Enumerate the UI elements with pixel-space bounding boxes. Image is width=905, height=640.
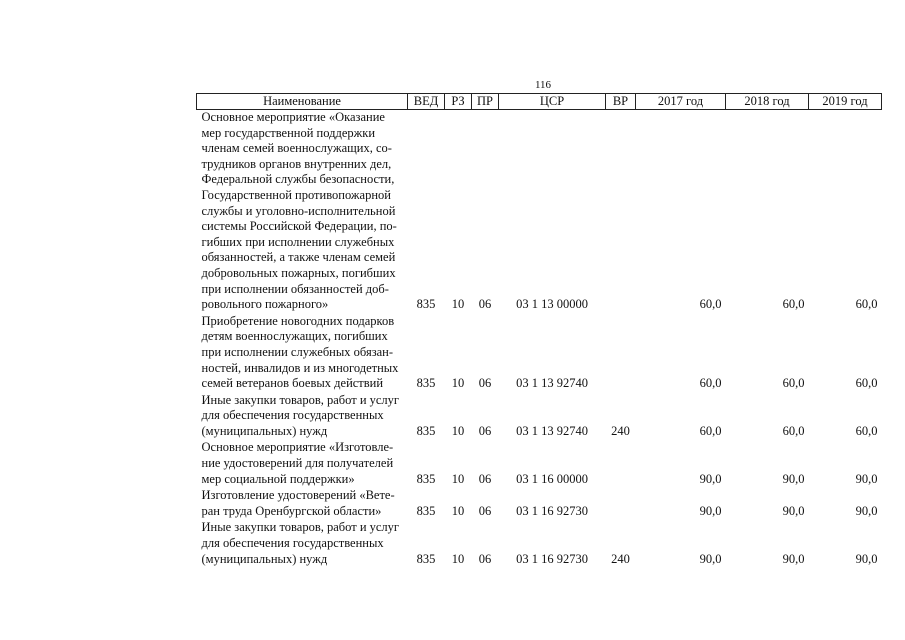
row-name-cell [197, 440, 408, 488]
header-csr: ЦСР [499, 94, 606, 110]
row-name-line: для обеспечения государственных [201, 536, 384, 551]
row-name-line: Иные закупки товаров, работ и услуг [201, 392, 400, 407]
row-name-cell [197, 393, 408, 441]
header-ved: ВЕД [408, 94, 445, 110]
pr-cell: 06 [478, 503, 492, 518]
row-name-cell [197, 110, 408, 314]
header-2019: 2019 год [809, 94, 882, 110]
amount-2018-cell: 90,0 [782, 471, 805, 486]
pr-cell: 06 [478, 423, 492, 438]
header-2018: 2018 год [726, 94, 809, 110]
amount-2017-cell: 90,0 [699, 551, 722, 566]
amount-2018-cell: 60,0 [782, 376, 805, 391]
amount-2019-cell: 60,0 [855, 297, 878, 312]
ved-cell: 835 [416, 376, 436, 391]
row-name-line: мер государственной поддержки [201, 125, 376, 140]
table-row [197, 393, 882, 441]
row-name-line: ровольного пожарного» [201, 297, 329, 312]
row-name-line: Основное мероприятие «Оказание [201, 110, 385, 124]
header-name: Наименование [197, 94, 408, 110]
rz-cell: 10 [451, 471, 465, 486]
table-body [197, 110, 882, 569]
vr-cell [606, 110, 636, 314]
table-row [197, 440, 882, 488]
row-name-line: мер социальной поддержки» [201, 471, 355, 486]
header-vr: ВР [606, 94, 636, 110]
header-row [197, 94, 882, 110]
vr-cell [606, 440, 636, 488]
row-name-cell [197, 488, 408, 520]
rz-cell: 10 [451, 376, 465, 391]
row-name-line: ностей, инвалидов и из многодетных [201, 360, 399, 375]
row-name-cell [197, 520, 408, 568]
amount-2017-cell: 90,0 [699, 503, 722, 518]
row-name-line: ран труда Оренбургской области» [201, 503, 382, 518]
header-pr: ПР [472, 94, 499, 110]
row-name-line: Государственной противопожарной [201, 187, 391, 202]
row-name-line: обязанностей, а также членам семей [201, 250, 396, 265]
amount-2018-cell: 90,0 [782, 503, 805, 518]
amount-2019-cell: 60,0 [855, 423, 878, 438]
row-name-line: системы Российской Федерации, по- [201, 219, 397, 234]
amount-2019-cell: 90,0 [855, 551, 878, 566]
row-name-line: Приобретение новогодних подарков [201, 313, 395, 328]
ved-cell: 835 [416, 423, 436, 438]
pr-cell: 06 [478, 471, 492, 486]
amount-2019-cell: 90,0 [855, 471, 878, 486]
vr-cell [606, 488, 636, 520]
csr-cell: 03 1 16 00000 [516, 471, 588, 486]
ved-cell: 835 [416, 503, 436, 518]
pr-cell: 06 [478, 551, 492, 566]
pr-cell: 06 [478, 376, 492, 391]
row-name-line: семей ветеранов боевых действий [201, 376, 384, 391]
header-rz: РЗ [445, 94, 472, 110]
amount-2018-cell: 60,0 [782, 423, 805, 438]
row-name-line: Иные закупки товаров, работ и услуг [201, 520, 400, 535]
row-name-cell [197, 314, 408, 393]
vr-cell [606, 314, 636, 393]
amount-2017-cell: 60,0 [699, 376, 722, 391]
amount-2017-cell: 90,0 [699, 471, 722, 486]
row-name-line: службы и уголовно-исполнительной [201, 203, 396, 218]
header-2017: 2017 год [636, 94, 726, 110]
table-row [197, 520, 882, 568]
row-name-line: детям военнослужащих, погибших [201, 329, 388, 344]
row-name-line: Федеральной службы безопасности, [201, 172, 395, 187]
budget-table [196, 93, 882, 568]
row-name-line: при исполнении обязанностей доб- [201, 281, 389, 296]
row-name-line: ние удостоверений для получателей [201, 456, 394, 471]
row-name-line: членам семей военнослужащих, со- [201, 141, 392, 156]
rz-cell: 10 [451, 423, 465, 438]
amount-2019-cell: 90,0 [855, 503, 878, 518]
row-name-line: для обеспечения государственных [201, 408, 384, 423]
csr-cell: 03 1 16 92730 [516, 503, 588, 518]
row-name-line: Изготовление удостоверений «Вете- [201, 488, 395, 503]
page-number: 116 [534, 79, 552, 91]
table-row [197, 488, 882, 520]
row-name-line: (муниципальных) нужд [201, 551, 328, 566]
row-name-line: при исполнении служебных обязан- [201, 344, 394, 359]
pr-cell: 06 [478, 297, 492, 312]
row-name-line: гибших при исполнении служебных [201, 234, 395, 249]
amount-2017-cell: 60,0 [699, 423, 722, 438]
amount-2017-cell: 60,0 [699, 297, 722, 312]
row-name-line: (муниципальных) нужд [201, 423, 328, 438]
amount-2018-cell: 60,0 [782, 297, 805, 312]
ved-cell: 835 [416, 551, 436, 566]
csr-cell: 03 1 13 92740 [516, 423, 588, 438]
rz-cell: 10 [451, 503, 465, 518]
ved-cell: 835 [416, 471, 436, 486]
amount-2019-cell: 60,0 [855, 376, 878, 391]
table-row [197, 314, 882, 393]
rz-cell: 10 [451, 551, 465, 566]
vr-cell: 240 [611, 423, 630, 438]
vr-cell: 240 [611, 551, 630, 566]
row-name-line: Основное мероприятие «Изготовле- [201, 440, 394, 455]
ved-cell: 835 [416, 297, 436, 312]
table-row [197, 110, 882, 314]
csr-cell: 03 1 13 00000 [516, 297, 588, 312]
csr-cell: 03 1 13 92740 [516, 376, 588, 391]
row-name-line: трудников органов внутренних дел, [201, 156, 392, 171]
csr-cell: 03 1 16 92730 [516, 551, 588, 566]
amount-2018-cell: 90,0 [782, 551, 805, 566]
rz-cell: 10 [451, 297, 465, 312]
row-name-line: добровольных пожарных, погибших [201, 265, 396, 280]
